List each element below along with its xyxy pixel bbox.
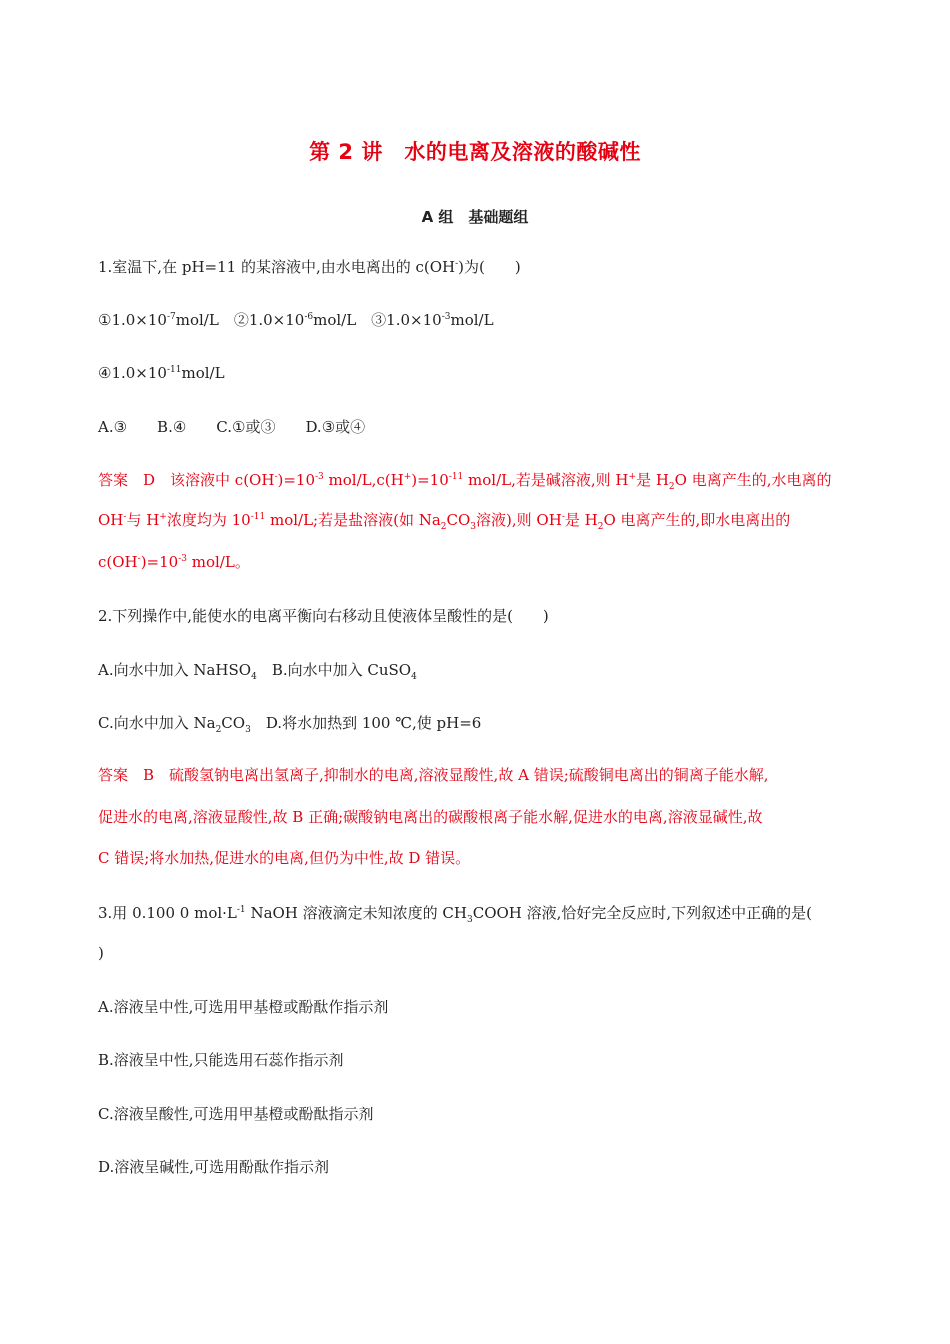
question-2-options-ab: A.向水中加入 NaHSO$_4$ B.向水中加入 CuSO$_4$: [98, 661, 417, 682]
question-2-answer-line-1: 答案 B 硫酸氢钠电离出氢离子,抑制水的电离,溶液显酸性,故 A 错误;硫酸铜电离出的铜离子能水解,: [98, 766, 769, 784]
question-2-options-cd: C.向水中加入 $Na_2CO_3$ D.将水加热到 100 ℃,使 pH=6: [98, 714, 482, 735]
question-2-answer-line-2: 促进水的电离,溶液显酸性,故 B 正确;碳酸钠电离出的碳酸根离子能水解,促进水的电离,溶液显碱性,故: [98, 808, 763, 826]
question-1-options-row-2: $④1.0\times 10^{-11}mol/L$: [98, 364, 225, 382]
question-3-stem: 3.用 0.100 0 $mol\cdot L^{-1}$ NaOH 溶液滴定未知浓度的 $CH_3COOH$ 溶液,恰好完全反应时,下列叙述中正确的是(: [98, 904, 813, 925]
question-2-stem: 2.下列操作中,能使水的电离平衡向右移动且使液体呈酸性的是( ): [98, 607, 549, 625]
question-1-stem: 1.室温下,在 pH=11 的某溶液中,由水电离出的 c(OH-)为( ): [98, 258, 521, 276]
question-1-answer-line-3: $c(OH^-)=10^{-3}$ mol/L。: [98, 553, 250, 571]
question-2-answer-line-3: C 错误;将水加热,促进水的电离,但仍为中性,故 D 错误。: [98, 849, 471, 867]
question-3-option-c: C.溶液呈酸性,可选用甲基橙或酚酞指示剂: [98, 1105, 374, 1123]
question-1-choices: A.③ B.④ C.①或③ D.③或④: [98, 418, 366, 436]
question-1-options-row-1: $①1.0\times 10^{-7}mol/L$ $②1.0\times 10^{-6}mol/L$ $③1.0\times 10^{-3}mol/L$: [98, 311, 494, 329]
question-3-option-a: A.溶液呈中性,可选用甲基橙或酚酞作指示剂: [98, 998, 389, 1016]
question-1-answer-line-2: OH-与 H+浓度均为 $10^{-11}$ mol/L;若是盐溶液(如 $Na_2CO_3$溶液),则 OH-是 $H_2O$ 电离产生的,即水电离出的: [98, 511, 791, 532]
question-1-answer-line-1: 答案 D 该溶液中 $c(OH^-)=10^{-3}$ mol/$L,c(H^+)=10^{-11}$ mol/L,若是碱溶液,则 H+是 $H_2O$ 电离产生的,水电离的: [98, 471, 832, 492]
question-3-option-d: D.溶液呈碱性,可选用酚酞作指示剂: [98, 1158, 330, 1176]
page-title: 第 2 讲 水的电离及溶液的酸碱性: [309, 140, 641, 164]
section-heading: A 组 基础题组: [421, 208, 529, 226]
question-3-option-b: B.溶液呈中性,只能选用石蕊作指示剂: [98, 1051, 344, 1069]
question-3-stem-continued: ): [98, 944, 104, 962]
